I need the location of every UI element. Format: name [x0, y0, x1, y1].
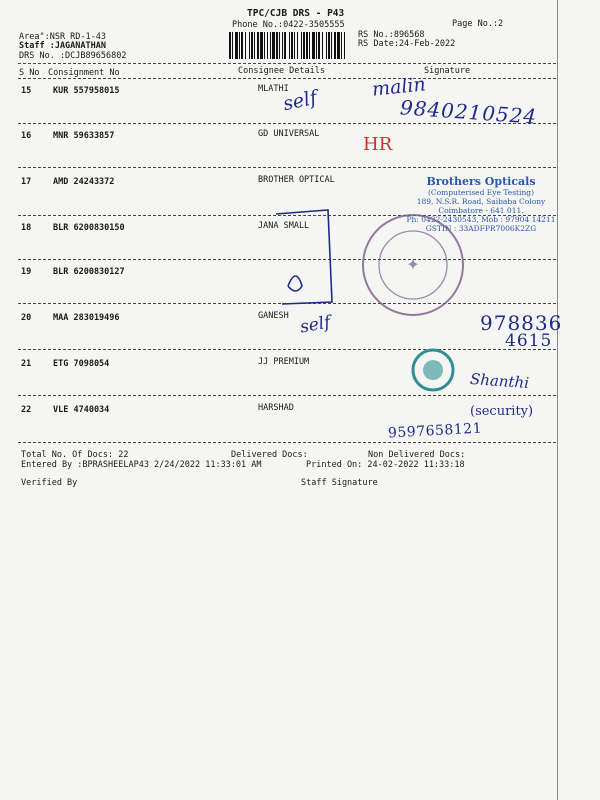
- row-number: 17: [21, 177, 32, 187]
- area-label: Area":NSR RD-1-43: [19, 32, 106, 42]
- row-number: 15: [21, 86, 32, 96]
- barcode-bar: [337, 32, 340, 59]
- barcode-bar: [235, 32, 238, 59]
- drs-number: DRS No. :DCJB89656802: [19, 51, 127, 61]
- divider: [18, 78, 556, 79]
- phone-number: Phone No.:0422-3505555: [232, 20, 345, 30]
- barcode-bar: [279, 32, 280, 59]
- barcode-bar: [260, 32, 263, 59]
- entered-by: Entered By :BPRASHEELAP43 2/24/2022 11:33:01 AM: [21, 460, 262, 470]
- consignee-name: MLATHI: [258, 84, 289, 94]
- consignee-name: JJ PREMIUM: [258, 357, 310, 367]
- barcode-bar: [312, 32, 315, 59]
- barcode-bar: [291, 32, 293, 59]
- barcode-bar: [318, 32, 320, 59]
- teal-logo-stamp: [405, 345, 465, 395]
- handwritten-name: malin: [370, 73, 427, 101]
- page-edge: [557, 0, 558, 800]
- barcode-bar: [331, 32, 332, 59]
- staff-label: Staff :JAGANATHAN: [19, 41, 106, 51]
- divider: [18, 442, 556, 443]
- barcode-bar: [303, 32, 305, 59]
- divider: [18, 395, 556, 396]
- stamp-gstin: GSTIN : 33ADFPR7006K2ZG: [425, 224, 537, 233]
- barcode-bar: [270, 32, 271, 59]
- stamp-address: 189, N.S.R. Road, Saibaba Colony: [416, 197, 546, 206]
- barcode-bar: [282, 32, 283, 59]
- barcode: [228, 32, 349, 59]
- stamp-shop-name: Brothers Opticals: [426, 175, 536, 188]
- barcode-bar: [257, 32, 259, 59]
- handwritten-hr: HR: [363, 134, 393, 155]
- consignment-number: ETG 7098054: [53, 359, 110, 369]
- barcode-bar: [309, 32, 310, 59]
- barcode-bar: [284, 32, 286, 59]
- barcode-bar: [245, 32, 246, 59]
- barcode-bar: [229, 32, 231, 59]
- consignment-number: MNR 59633857: [53, 131, 115, 141]
- handwritten-security: (security): [470, 404, 534, 419]
- barcode-bar: [306, 32, 308, 59]
- barcode-bar: [294, 32, 295, 59]
- consignment-number: BLR 6200830127: [53, 267, 125, 277]
- row-number: 20: [21, 313, 32, 323]
- handwritten-self: self: [298, 312, 333, 338]
- doc-title: TPC/CJB DRS - P43: [247, 8, 345, 19]
- row-number: 22: [21, 405, 32, 415]
- consignee-name: JANA SMALL: [258, 221, 310, 231]
- barcode-bar: [249, 32, 250, 59]
- barcode-bar: [241, 32, 243, 59]
- staff-signature-label: Staff Signature: [301, 478, 378, 488]
- handwritten-phone: 9597658121: [387, 420, 483, 442]
- col-sno: S No: [19, 68, 40, 78]
- barcode-bar: [297, 32, 298, 59]
- barcode-bar: [328, 32, 330, 59]
- non-delivered-docs: Non Delivered Docs:: [368, 450, 466, 460]
- consignment-number: VLE 4740034: [53, 405, 110, 415]
- delivered-docs: Delivered Docs:: [231, 450, 308, 460]
- barcode-bar: [326, 32, 327, 59]
- printed-on: Printed On: 24-02-2022 11:33:18: [306, 460, 465, 470]
- handwritten-phone: 4615: [505, 331, 553, 351]
- barcode-bar: [251, 32, 253, 59]
- svg-text:✦: ✦: [406, 255, 420, 274]
- barcode-bar: [276, 32, 278, 59]
- barcode-bar: [334, 32, 336, 59]
- rs-number: RS No.:896568: [358, 30, 425, 40]
- barcode-bar: [254, 32, 255, 59]
- barcode-bar: [232, 32, 233, 59]
- barcode-bar: [301, 32, 302, 59]
- barcode-bar: [344, 32, 345, 59]
- row-number: 21: [21, 359, 32, 369]
- total-docs: Total No. Of Docs: 22: [21, 450, 129, 460]
- handwritten-name: Shanthi: [469, 369, 530, 393]
- barcode-bar: [239, 32, 240, 59]
- consignee-name: BROTHER OPTICAL: [258, 175, 335, 185]
- barcode-bar: [267, 32, 268, 59]
- barcode-bar: [316, 32, 317, 59]
- consignee-name: HARSHAD: [258, 403, 294, 413]
- barcode-bar: [289, 32, 290, 59]
- row-number: 18: [21, 223, 32, 233]
- consignment-number: KUR 557958015: [53, 86, 120, 96]
- row-number: 16: [21, 131, 32, 141]
- divider: [18, 63, 556, 64]
- col-signature: Signature: [424, 66, 471, 76]
- col-consignee: Consignee Details: [238, 66, 325, 76]
- consignee-name: GD UNIVERSAL: [258, 129, 320, 139]
- stamp-address: Coimbatore - 641 011.: [438, 206, 524, 215]
- barcode-bar: [272, 32, 275, 59]
- barcode-bar: [264, 32, 265, 59]
- consignment-number: MAA 283019496: [53, 313, 120, 323]
- barcode-bar: [322, 32, 323, 59]
- stamp-phone: Ph: 0422-2430543, Mob : 97904 14211: [406, 215, 556, 224]
- divider: [18, 167, 556, 168]
- handwritten-self: self: [281, 86, 320, 116]
- divider: [18, 349, 556, 350]
- stamp-subtitle: (Computerised Eye Testing): [427, 188, 535, 197]
- verified-by: Verified By: [21, 478, 78, 488]
- col-consignment: Consignment No: [48, 68, 120, 78]
- consignment-number: BLR 6200830150: [53, 223, 125, 233]
- handwritten-bracket-mark: [268, 206, 338, 310]
- handwritten-phone: 9840210524: [399, 95, 538, 129]
- page-number: Page No.:2: [452, 19, 504, 29]
- handwritten-phone: 978836: [480, 311, 563, 335]
- row-number: 19: [21, 267, 32, 277]
- barcode-bar: [341, 32, 342, 59]
- consignee-name: GANESH: [258, 311, 289, 321]
- round-seal-stamp: [358, 210, 468, 320]
- consignment-number: AMD 24243372: [53, 177, 115, 187]
- rs-date: RS Date:24-Feb-2022: [358, 39, 456, 49]
